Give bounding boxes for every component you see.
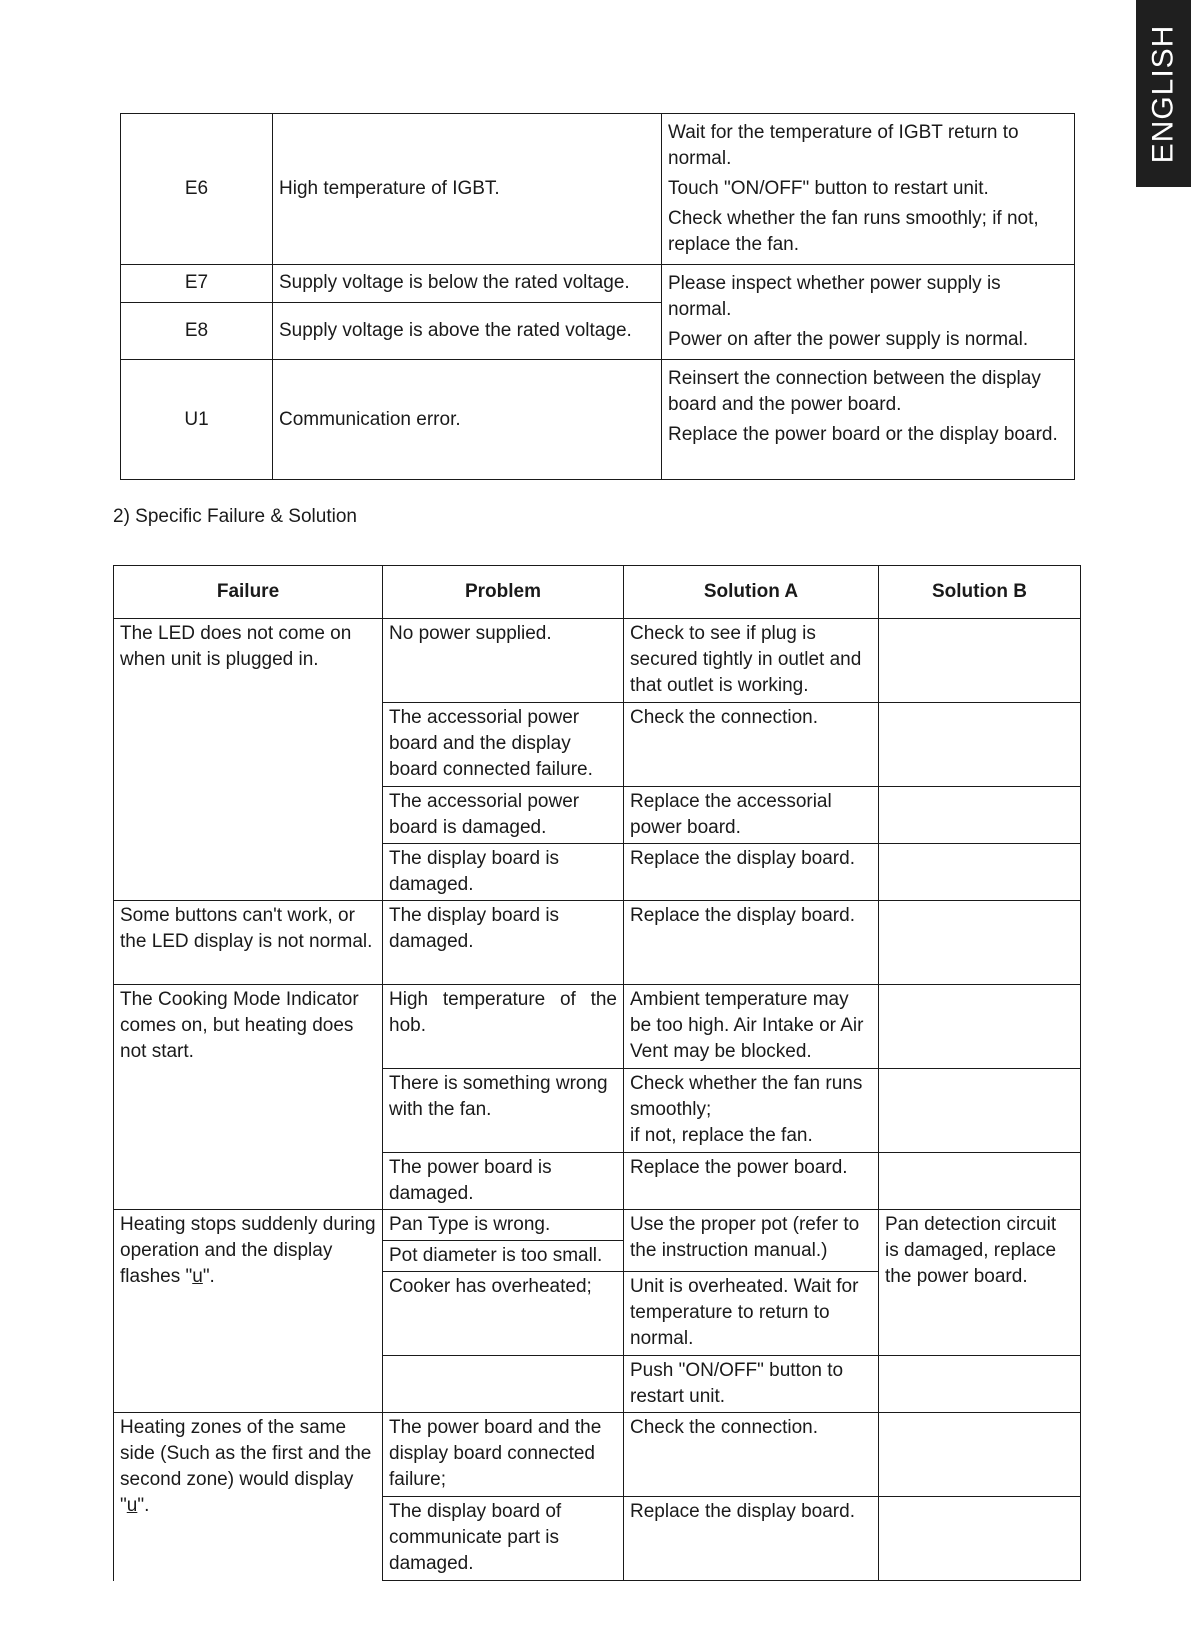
problem-cell (383, 985, 624, 1069)
solution-b-cell (879, 703, 1081, 787)
solution-a-cell: Replace the display board. (624, 1497, 879, 1581)
solution-b-cell (879, 787, 1081, 844)
problem-cell: There is something wrong with the fan. (383, 1069, 624, 1153)
problem-cell: The display board is damaged. (383, 844, 624, 901)
failure-text: ". (202, 1266, 215, 1287)
failure-cell: The LED does not come on when unit is plugged in. (114, 619, 383, 901)
solution-b-cell (879, 619, 1081, 703)
solution-b-cell (879, 985, 1081, 1069)
solution-b-cell (879, 1153, 1081, 1210)
table-row (121, 114, 1075, 265)
problem-cell: The display board of communicate part is damaged. (383, 1497, 624, 1581)
header-solution-a: Solution A (624, 566, 879, 619)
error-code: E6 (121, 114, 273, 265)
solution-text: if not, replace the fan. (630, 1125, 813, 1146)
table-row (121, 360, 1075, 480)
problem-cell: Pot diameter is too small. (383, 1241, 624, 1272)
problem-cell: The power board and the display board connected failure; (383, 1413, 624, 1497)
error-solution (662, 360, 1075, 480)
table-row (114, 1413, 1081, 1497)
section-title: 2) Specific Failure & Solution (113, 506, 357, 527)
solution-a-cell: Check the connection. (624, 703, 879, 787)
solution-a-cell: Ambient temperature may be too high. Air Intake or Air Vent may be blocked. (624, 985, 879, 1069)
error-description: Supply voltage is above the rated voltage. (273, 302, 662, 359)
failure-cell: The Cooking Mode Indicator comes on, but heating does not start. (114, 985, 383, 1210)
problem-cell: The display board is damaged. (383, 901, 624, 985)
failure-solution-table (113, 565, 1081, 1581)
problem-text: High temperature of the (389, 989, 617, 1010)
solution-a-cell: Unit is overheated. Wait for temperature to return to normal. (624, 1272, 879, 1356)
failure-text: Heating stops suddenly during operation and the display flashes " (120, 1214, 376, 1287)
solution-a-cell: Replace the accessorial power board. (624, 787, 879, 844)
error-code: U1 (121, 360, 273, 480)
language-tab (1136, 0, 1191, 187)
solution-a-cell: Use the proper pot (refer to the instruction manual.) (624, 1210, 879, 1272)
solution-b-cell (879, 1356, 1081, 1413)
error-solution (662, 265, 1075, 360)
solution-b-cell: Pan detection circuit is damaged, replace the power board. (879, 1210, 1081, 1356)
failure-text: ". (137, 1495, 150, 1516)
language-label: ENGLISH (1146, 24, 1180, 163)
problem-cell: The accessorial power board and the display board connected failure. (383, 703, 624, 787)
solution-a-cell: Push "ON/OFF" button to restart unit. (624, 1356, 879, 1413)
header-solution-b: Solution B (879, 566, 1081, 619)
error-description: Supply voltage is below the rated voltage. (273, 265, 662, 303)
solution-text: Check whether the fan runs smoothly; if not, replace the fan. (668, 208, 1039, 255)
solution-text: Replace the power board or the display board. (668, 424, 1058, 445)
solution-text: Wait for the temperature of IGBT return to normal. (668, 122, 1019, 169)
failure-cell (114, 1413, 383, 1581)
table-row (121, 265, 1075, 303)
problem-cell (383, 1356, 624, 1413)
table-row (114, 1210, 1081, 1241)
solution-text: Reinsert the connection between the display board and the power board. (668, 368, 1041, 415)
solution-a-cell (624, 1069, 879, 1153)
header-failure: Failure (114, 566, 383, 619)
header-problem: Problem (383, 566, 624, 619)
error-solution (662, 114, 1075, 265)
solution-text: Power on after the power supply is normal. (668, 329, 1029, 350)
solution-text: Touch "ON/OFF" button to restart unit. (668, 178, 989, 199)
solution-a-cell: Replace the display board. (624, 844, 879, 901)
problem-cell: No power supplied. (383, 619, 624, 703)
table-row (114, 985, 1081, 1069)
solution-a-cell: Check the connection. (624, 1413, 879, 1497)
solution-b-cell (879, 1413, 1081, 1497)
solution-b-cell (879, 1069, 1081, 1153)
problem-cell: Pan Type is wrong. (383, 1210, 624, 1241)
solution-a-cell: Check to see if plug is secured tightly in outlet and that outlet is working. (624, 619, 879, 703)
failure-text: Heating zones of the same side (Such as the first and the second zone) would display " (120, 1417, 372, 1516)
solution-b-cell (879, 901, 1081, 985)
problem-text: hob. (389, 1015, 426, 1036)
solution-b-cell (879, 844, 1081, 901)
solution-a-cell: Replace the display board. (624, 901, 879, 985)
problem-cell: Cooker has overheated; (383, 1272, 624, 1356)
display-code: u (126, 1495, 138, 1516)
failure-cell: Some buttons can't work, or the LED display is not normal. (114, 901, 383, 985)
error-description: High temperature of IGBT. (273, 114, 662, 265)
table-header-row (114, 566, 1081, 619)
solution-b-cell (879, 1497, 1081, 1581)
error-code-table (120, 113, 1075, 480)
problem-cell: The accessorial power board is damaged. (383, 787, 624, 844)
error-code: E8 (121, 302, 273, 359)
problem-cell: The power board is damaged. (383, 1153, 624, 1210)
display-code: u (192, 1266, 203, 1287)
error-code: E7 (121, 265, 273, 303)
solution-a-cell: Replace the power board. (624, 1153, 879, 1210)
table-row (114, 619, 1081, 703)
failure-cell (114, 1210, 383, 1413)
table-row (114, 901, 1081, 985)
error-description: Communication error. (273, 360, 662, 480)
solution-text: Please inspect whether power supply is normal. (668, 273, 1001, 320)
solution-text: Check whether the fan runs smoothly; (630, 1073, 863, 1120)
